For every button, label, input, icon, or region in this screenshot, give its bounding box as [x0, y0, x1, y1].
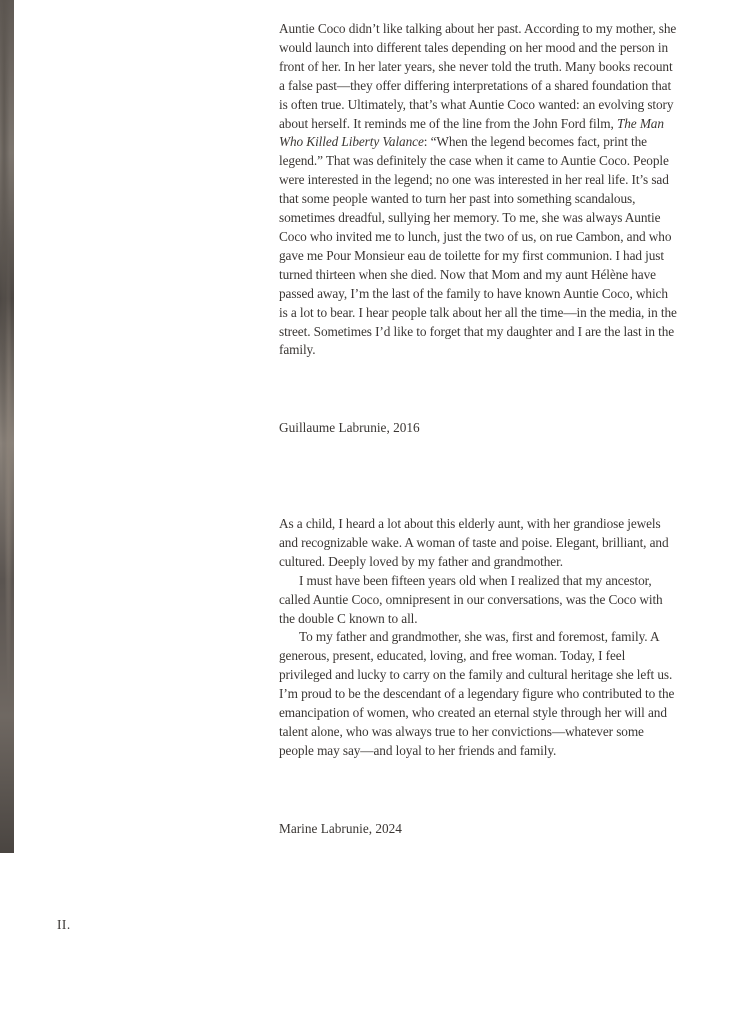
signature-guillaume: Guillaume Labrunie, 2016 [279, 420, 420, 435]
essay-guillaume-text-part2: : “When the legend becomes fact, print the legend.” That was definitely the case when it came to Auntie Coco. People were interested in the legend; no one was interested in her real life. It’s sad that some people wanted to turn her past into something scandalous, sometimes dreadful, sullying her memory. To me, she was always Auntie Coco who invited me to lunch, just the two of us, on rue Cambon, and who gave me Pour Monsieur eau de toilette for my first communion. I had just turned thirteen when she died. Now that Mom and my aunt Hélène have passed away, I’m the last of the family to have known Auntie Coco, which is a lot to bear. I hear people talk about her all the time—in the media, in the street. Sometimes I’d like to forget that my daughter and I are the last in the family. [279, 134, 677, 358]
photo-edge [0, 0, 14, 853]
page-number: II. [57, 917, 71, 932]
essay-marine-paragraph-1: As a child, I heard a lot about this elderly aunt, with her grandiose jewels and recognizable wake. A woman of taste and poise. Elegant, brilliant, and cultured. Deeply loved by my father and grandmother. [279, 516, 669, 569]
essay-marine-paragraph-3: To my father and grandmother, she was, first and foremost, family. A generous, present, educated, loving, and free woman. Today, I feel privileged and lucky to carry on the family and cultural heritage she left us. I’m proud to be the descendant of a legendary figure who contributed to the emancipation of women, who created an eternal style through her will and talent alone, who was always true to her convictions—whatever some people may say—and loyal to her friends and family. [279, 629, 675, 758]
essay-guillaume-paragraph [279, 20, 679, 360]
essay-marine [279, 515, 679, 761]
essay-guillaume [279, 20, 679, 360]
essay-guillaume-text-part1: Auntie Coco didn’t like talking about her past. According to my mother, she would launch into different tales depending on her mood and the person in front of her. In her later years, she never told the truth. Many books recount a false past—they offer differing interpretations of a shared foundation that is often true. Ultimately, that’s what Auntie Coco wanted: an evolving story about herself. It reminds me of the line from the John Ford film, [279, 21, 677, 131]
film-title: The Man Who Killed Liberty Valance [279, 115, 664, 150]
essay-marine-paragraph-2: I must have been fifteen years old when I realized that my ancestor, called Auntie Coco, omnipresent in our conversations, was the Coco with the double C known to all. [279, 572, 663, 626]
signature-marine: Marine Labrunie, 2024 [279, 821, 402, 836]
